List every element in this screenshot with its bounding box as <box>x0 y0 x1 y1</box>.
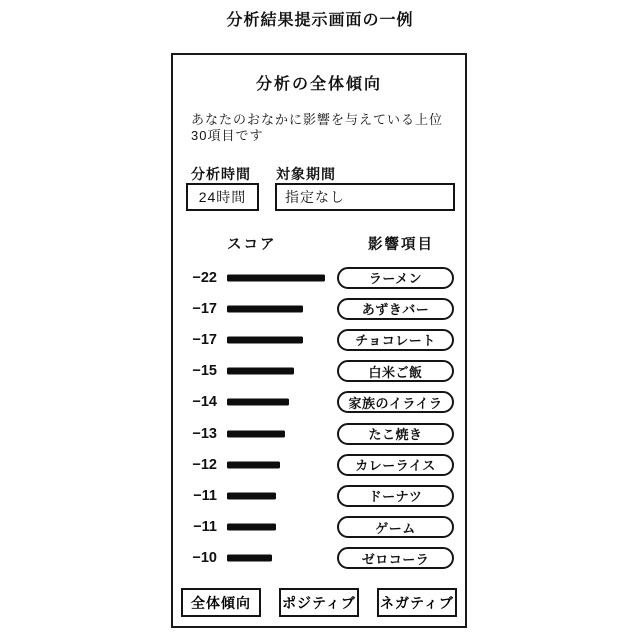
score-bar <box>227 399 289 406</box>
score-row <box>173 356 465 387</box>
score-bar <box>227 492 276 499</box>
score-bar <box>227 368 294 375</box>
view-tabs <box>173 588 465 617</box>
analysis-panel <box>171 53 467 628</box>
score-bar <box>227 430 285 437</box>
page-title: 分析結果提示画面の一例 <box>226 12 414 29</box>
score-row <box>173 543 465 574</box>
item-pill[interactable]: ラーメン <box>337 267 454 289</box>
score-row <box>173 480 465 511</box>
score-value: −11 <box>193 519 217 536</box>
score-value: −12 <box>192 456 217 473</box>
score-row <box>173 262 465 293</box>
score-bar <box>227 461 280 468</box>
score-row <box>173 387 465 418</box>
item-column-header: 影響項目 <box>368 237 434 253</box>
score-bar <box>227 555 272 562</box>
score-value: −10 <box>192 550 217 567</box>
target-period-field[interactable]: 指定なし <box>275 183 455 211</box>
score-bar-list <box>173 262 465 574</box>
item-pill[interactable]: あずきバー <box>337 298 454 320</box>
score-row <box>173 418 465 449</box>
item-pill[interactable]: 家族のイライラ <box>337 391 454 413</box>
item-pill[interactable]: チョコレート <box>337 329 454 351</box>
score-row <box>173 512 465 543</box>
item-pill[interactable]: ゼロコーラ <box>337 547 454 569</box>
score-value: −17 <box>192 300 217 317</box>
score-row <box>173 293 465 324</box>
score-value: −13 <box>192 425 217 442</box>
item-pill[interactable]: カレーライス <box>337 454 454 476</box>
negative-button[interactable]: ネガティブ <box>377 588 457 617</box>
score-bar <box>227 524 276 531</box>
score-value: −17 <box>192 331 217 348</box>
panel-description: あなたのおなかに影響を与えている上位 30項目です <box>191 112 444 143</box>
score-value: −14 <box>192 394 217 411</box>
score-value: −15 <box>192 363 217 380</box>
item-pill[interactable]: たこ焼き <box>337 423 454 445</box>
panel-heading: 分析の全体傾向 <box>255 76 382 93</box>
score-value: −11 <box>193 487 217 504</box>
target-period-label: 対象期間 <box>276 166 336 182</box>
overall-trend-button[interactable]: 全体傾向 <box>181 588 261 617</box>
score-bar <box>227 336 303 343</box>
item-pill[interactable]: ゲーム <box>337 516 454 538</box>
item-pill[interactable]: ドーナツ <box>337 485 454 507</box>
analysis-time-label: 分析時間 <box>191 166 251 182</box>
item-pill[interactable]: 白米ご飯 <box>337 360 454 382</box>
score-bar <box>227 274 325 281</box>
analysis-time-field[interactable]: 24時間 <box>186 183 259 211</box>
positive-button[interactable]: ポジティブ <box>279 588 359 617</box>
score-bar <box>227 305 303 312</box>
score-row <box>173 324 465 355</box>
score-value: −22 <box>192 269 217 286</box>
score-column-header: スコア <box>227 237 277 253</box>
score-row <box>173 449 465 480</box>
